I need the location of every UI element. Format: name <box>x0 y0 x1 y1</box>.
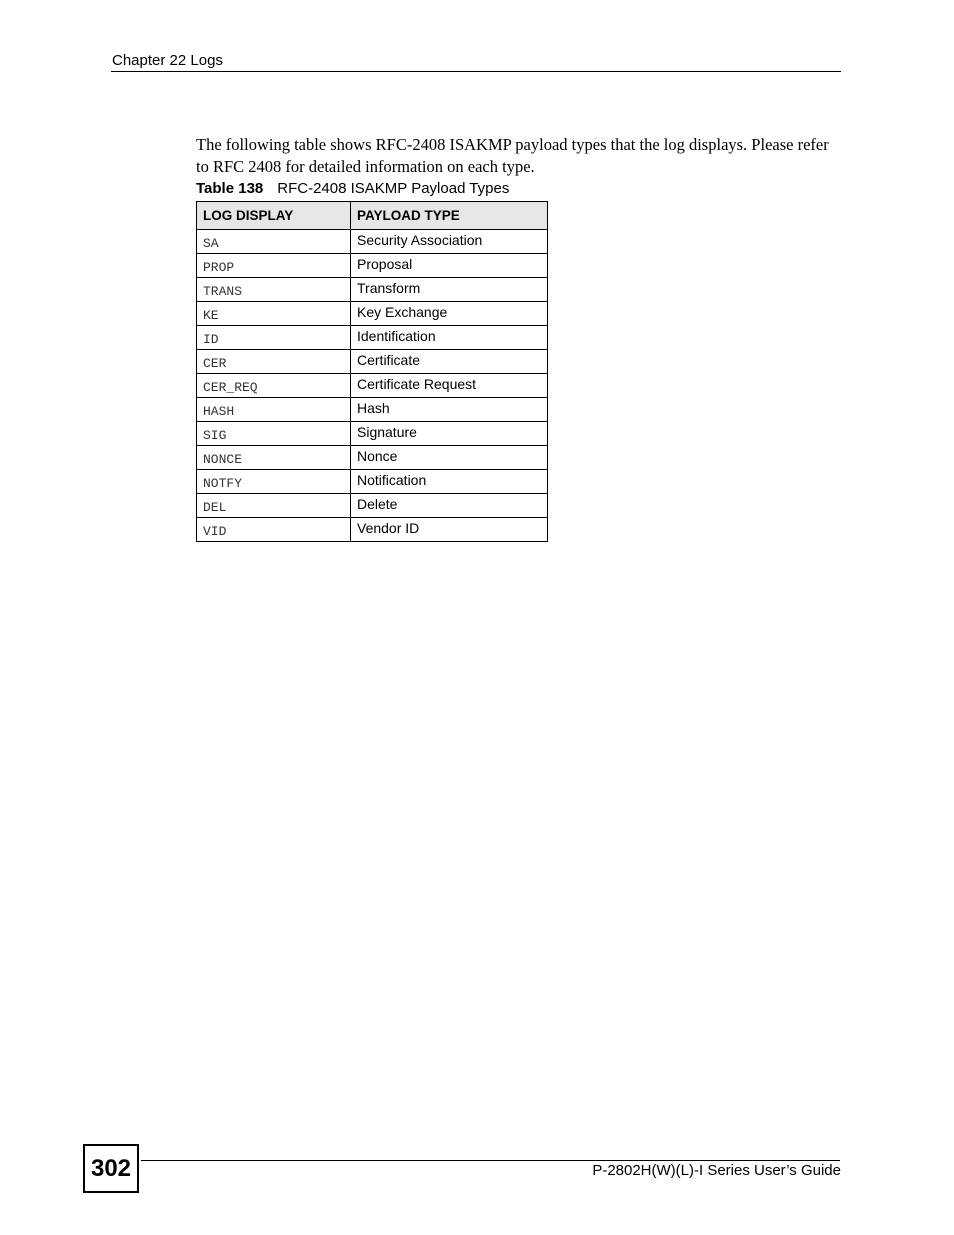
payload-type-cell: Proposal <box>351 254 548 278</box>
guide-title: P-2802H(W)(L)-I Series User’s Guide <box>592 1162 841 1179</box>
table-row <box>197 518 548 542</box>
payload-type-cell: Vendor ID <box>351 518 548 542</box>
table-number: Table 138 <box>196 180 264 197</box>
table-row <box>197 230 548 254</box>
payload-type-cell: Notification <box>351 470 548 494</box>
table-caption <box>196 180 509 197</box>
table-row <box>197 446 548 470</box>
payload-type-cell: Nonce <box>351 446 548 470</box>
payload-type-cell: Security Association <box>351 230 548 254</box>
log-display-cell: SIG <box>197 422 351 446</box>
log-display-cell: DEL <box>197 494 351 518</box>
table-row <box>197 278 548 302</box>
table-row <box>197 422 548 446</box>
table-row <box>197 494 548 518</box>
column-header-log-display: LOG DISPLAY <box>197 202 351 230</box>
payload-types-table <box>196 201 548 542</box>
footer-divider <box>141 1160 840 1161</box>
log-display-cell: KE <box>197 302 351 326</box>
column-header-payload-type: PAYLOAD TYPE <box>351 202 548 230</box>
payload-type-cell: Certificate Request <box>351 374 548 398</box>
log-display-cell: NONCE <box>197 446 351 470</box>
log-display-cell: TRANS <box>197 278 351 302</box>
payload-type-cell: Transform <box>351 278 548 302</box>
payload-type-cell: Delete <box>351 494 548 518</box>
table-row <box>197 326 548 350</box>
log-display-cell: PROP <box>197 254 351 278</box>
log-display-cell: CER <box>197 350 351 374</box>
table-row <box>197 302 548 326</box>
log-display-cell: HASH <box>197 398 351 422</box>
payload-type-cell: Signature <box>351 422 548 446</box>
table-row <box>197 398 548 422</box>
payload-type-cell: Identification <box>351 326 548 350</box>
intro-paragraph: The following table shows RFC-2408 ISAKMP payload types that the log displays. Please refer to RFC 2408 for detailed information on each type. <box>196 135 829 176</box>
table-row <box>197 374 548 398</box>
table-row <box>197 350 548 374</box>
table-row <box>197 470 548 494</box>
page-number: 302 <box>83 1144 139 1193</box>
table-title: RFC-2408 ISAKMP Payload Types <box>277 180 510 197</box>
log-display-cell: CER_REQ <box>197 374 351 398</box>
log-display-cell: VID <box>197 518 351 542</box>
log-display-cell: SA <box>197 230 351 254</box>
payload-type-cell: Hash <box>351 398 548 422</box>
table-header-row <box>197 202 548 230</box>
running-header: Chapter 22 Logs <box>112 52 223 69</box>
header-divider <box>111 71 841 72</box>
payload-type-cell: Certificate <box>351 350 548 374</box>
log-display-cell: ID <box>197 326 351 350</box>
table-row <box>197 254 548 278</box>
payload-type-cell: Key Exchange <box>351 302 548 326</box>
log-display-cell: NOTFY <box>197 470 351 494</box>
